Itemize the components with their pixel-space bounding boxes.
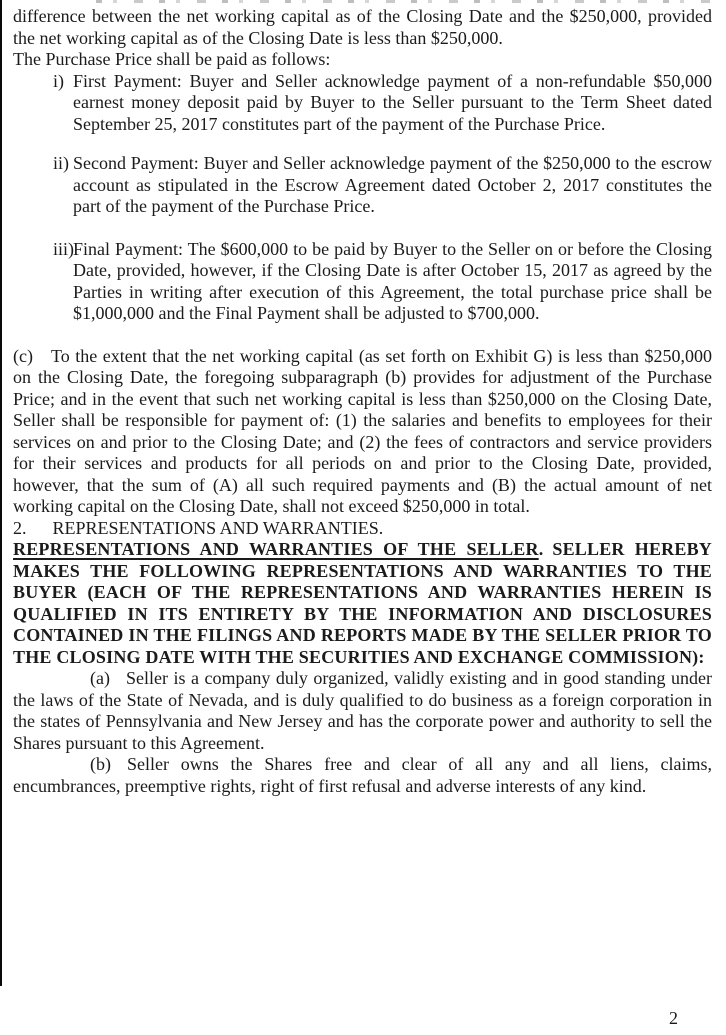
clause-c-text: To the extent that the net working capital (as set forth on Exhibit G) is less than $250,000 on the Closing Date, the foregoing subparagraph (b) provides for adjustment of the Purchase Price; and in the event that such net working capital is less than $250,000 on the Closing Date, Seller shall be responsible for payment of: (1) the salaries and benefits to employees for their services on and prior to the Closing Date; and (2) the fees of contractors and service providers for their services and products for all periods on and prior to the Closing Date, provided, however, that the sum of (A) all such required payments and (B) the actual amount of net working capital on the Closing Date, shall not exceed $250,000 in total.	[13, 345, 712, 516]
continuation-paragraph: difference between the net working capital as of the Closing Date and the $250,000, provided the net working capital as of the Closing Date is less than $250,000.	[13, 6, 712, 48]
clause-c-paragraph	[13, 346, 712, 518]
page-number: 2	[669, 1008, 678, 1028]
section-2-number: 2.	[13, 517, 27, 538]
clause-a-paragraph	[13, 668, 712, 754]
list-marker-iii: iii)	[53, 238, 74, 259]
clause-c-label: (c)	[13, 345, 33, 366]
list-marker-i: i)	[53, 70, 64, 91]
payment-item-text: First Payment: Buyer and Seller acknowledge payment of a non-refundable $50,000 earnest money deposit paid by Buyer to the Seller pursuant to the Term Sheet dated September 25, 2017 constitutes part of the payment of the Purchase Price.	[73, 70, 712, 134]
clause-b-paragraph	[13, 754, 712, 797]
seller-reps-underlined-title: REPRESENTATIONS AND WARRANTIES OF THE SELLER	[13, 539, 539, 559]
scan-edge-line	[0, 0, 2, 986]
purchase-price-lead-paragraph: The Purchase Price shall be paid as follows:	[13, 49, 331, 69]
clause-b-text: Seller owns the Shares free and clear of all any and all liens, claims, encumbrances, preemptive rights, right of first refusal and adverse interests of any kind.	[13, 754, 712, 796]
clause-a-text: Seller is a company duly organized, validly existing and in good standing under the laws of the State of Nevada, and is duly qualified to do business as a foreign corporation in the states of Pennsylvania and New Jersey and has the corporate power and authority to sell the Shares pursuant to this Agreement.	[13, 668, 712, 753]
section-2-title: REPRESENTATIONS AND WARRANTIES.	[52, 517, 384, 538]
clause-a-label: (a)	[90, 668, 110, 688]
payment-item-final	[13, 239, 712, 325]
payment-item-first	[13, 71, 712, 136]
payment-item-second	[13, 153, 712, 218]
section-2-heading	[13, 518, 712, 540]
seller-reps-body: SELLER HEREBY MAKES THE FOLLOWING REPRESENTATIONS AND WARRANTIES TO THE BUYER (EACH OF THE REPRESENTATIONS AND WARRANTIES HEREIN IS QUALIFIED IN ITS ENTIRETY BY THE INFORMATION AND DISCLOSURES CONTAINED IN THE FILINGS AND REPORTS MADE BY THE SELLER PRIOR TO THE CLOSING DATE WITH THE SECURITIES AND EXCHANGE COMMISSION):	[13, 539, 712, 667]
seller-reps-heading-paragraph	[13, 539, 712, 668]
cut-off-text-artifact	[96, 0, 712, 3]
payment-item-text: Second Payment: Buyer and Seller acknowledge payment of the $250,000 to the escrow account as stipulated in the Escrow Agreement dated October 2, 2017 constitutes the part of the payment of the Purchase Price.	[73, 153, 712, 216]
list-marker-ii: ii)	[53, 153, 69, 173]
seller-reps-period: .	[538, 539, 544, 559]
document-body	[13, 6, 712, 797]
clause-b-label: (b)	[90, 754, 111, 774]
payment-item-text: Final Payment: The $600,000 to be paid by Buyer to the Seller on or before the Closing Date, provided, however, if the Closing Date is after October 15, 2017 as agreed by the Parties in writing after execution of this Agreement, the total purchase price shall be $1,000,000 and the Final Payment shall be adjusted to $700,000.	[73, 238, 712, 323]
